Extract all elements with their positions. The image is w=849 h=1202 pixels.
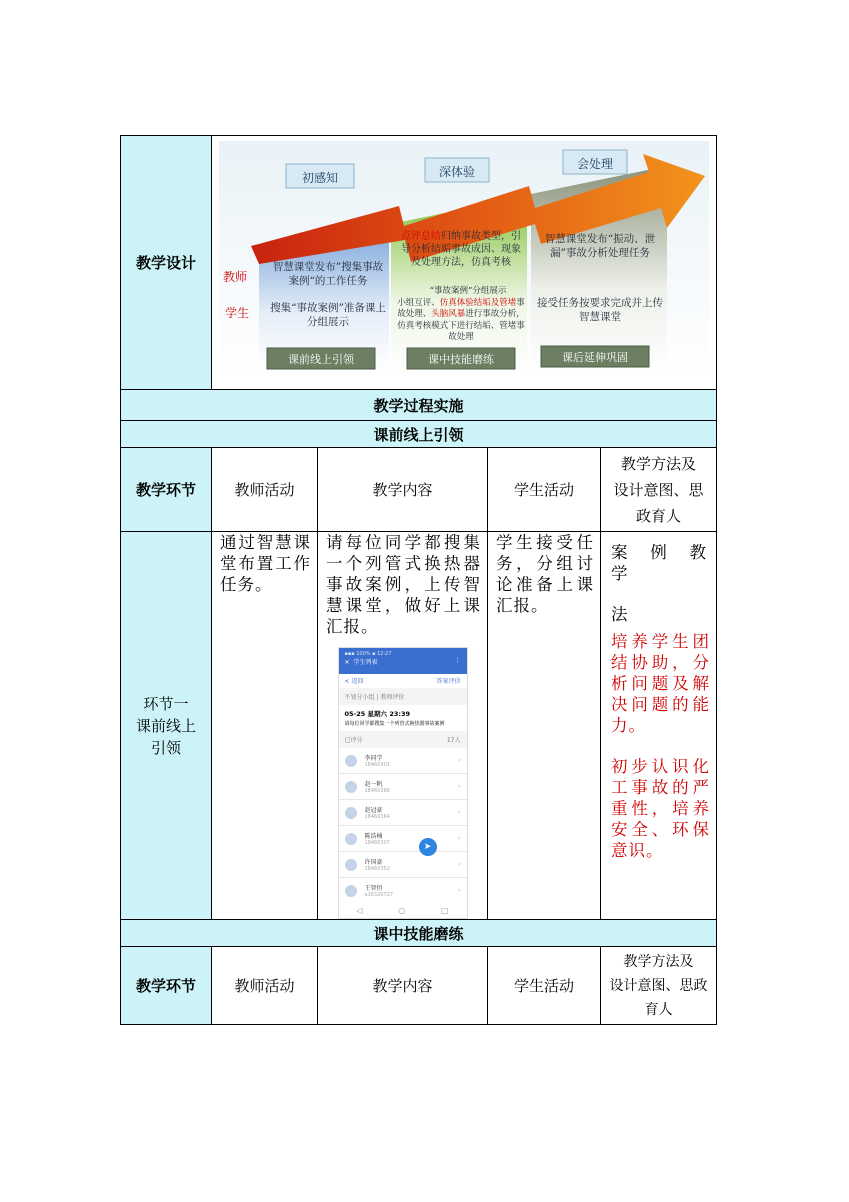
- section-title: 教学过程实施: [121, 390, 717, 421]
- row1-student: 学生接受任务，分组讨论准备上课汇报。: [496, 533, 594, 615]
- row1-teacher: 通过智慧课堂布置工作任务。: [220, 533, 311, 594]
- home-circle-icon: ○: [398, 905, 406, 915]
- phone-student-id: a16320727: [364, 892, 394, 898]
- header2-method-line3: 育人: [644, 1001, 673, 1018]
- design-diagram: [219, 136, 709, 386]
- phone-student-name: 许国豪: [364, 859, 383, 866]
- design-diagram-cell: [212, 136, 717, 390]
- phone-task-card: [339, 705, 467, 731]
- phone-screenshot: [338, 647, 468, 919]
- row1-teacher-cell: [212, 532, 318, 920]
- header-method-line1: 教学方法及: [620, 454, 696, 473]
- avatar: [345, 755, 357, 767]
- stage-label-1: 初感知: [301, 171, 338, 185]
- col1-teacher-text: 智慧课堂发布”搜集事故案例“的工作任务: [272, 261, 384, 287]
- phone-task: 请每位同学都搜集一个列管式换热器事故案例: [344, 721, 445, 727]
- col2-student-part-d: 进行事故分析，仿真考核模式下进行结垢、管堵事故处理: [397, 309, 525, 342]
- row1-student-cell: [488, 532, 601, 920]
- col1-student-text: 搜集“事故案例”准备课上分组展示: [270, 302, 386, 328]
- header2-stage: 教学环节: [121, 947, 212, 1025]
- phone-title-bar: ▪▪▪ 100% ▪ 12:27 ✕ 学生列表 ⋮: [339, 648, 467, 674]
- row1-goal2: 初步认识化工事故的严重性，培养安全、环保意识。: [611, 757, 710, 860]
- col3-teacher-text: 智慧课堂发布“振动、泄漏”事故分析处理任务: [544, 233, 656, 259]
- phone-tab-right: 答案评估: [436, 678, 461, 685]
- phone-nav-bar: [339, 902, 467, 918]
- back-triangle-icon: ◁: [356, 905, 363, 915]
- phone-student-name: 陈浩楠: [364, 833, 383, 840]
- phone-date: 05-25 星期六 23:39: [344, 710, 411, 718]
- phone-back: 返回: [351, 678, 364, 685]
- phone-done: 已评分: [344, 737, 363, 744]
- back-icon: <: [344, 678, 350, 685]
- close-icon: ✕: [344, 659, 350, 666]
- row1-method-line2: 法: [611, 605, 629, 624]
- lesson-table: [120, 135, 717, 1025]
- phone-student-name: 赵冠豪: [364, 807, 383, 814]
- col2-student-line1: “事故案例”分组展示: [429, 286, 507, 296]
- avatar: [345, 781, 357, 793]
- stage-button-1: 课前线上引领: [288, 353, 354, 366]
- header2-teacher: 教师活动: [212, 947, 318, 1025]
- header-content: 教学内容: [318, 448, 488, 532]
- row1-stage-line2: 课前线上: [135, 716, 196, 735]
- col2-student-text: [397, 286, 525, 344]
- col2-teacher-text: [397, 230, 525, 269]
- send-icon: ➤: [419, 838, 437, 856]
- header2-method-line1: 教学方法及: [623, 953, 694, 970]
- header-method-line3: 政育人: [635, 506, 681, 525]
- avatar: [345, 833, 357, 845]
- header2-content: 教学内容: [318, 947, 488, 1025]
- col2-student-part-c: 事故处理、: [397, 297, 525, 319]
- row1-stage-line3: 引领: [150, 738, 181, 757]
- phone-student-row: 赵一帆 18460366 ›: [339, 774, 467, 800]
- stage-button-2: 课中技能磨练: [428, 353, 494, 366]
- stage-label-3: 会处理: [576, 157, 613, 171]
- phone-student-row: 许国豪 18460352 ›: [339, 852, 467, 878]
- phone-student-name: 赵一帆: [364, 781, 383, 788]
- row1-method-line1: 案 例 教 学: [611, 543, 710, 583]
- header-method: [601, 448, 717, 532]
- row1-content-cell: [318, 532, 488, 920]
- recent-square-icon: □: [441, 905, 449, 915]
- avatar: [345, 807, 357, 819]
- row1-stage: [121, 532, 212, 920]
- phone-student-id: 18460366: [364, 788, 390, 794]
- phone-student-row: 陈浩楠 18460307 ›: [339, 826, 467, 852]
- row1-goal1: 培养学生团结协助，分析问题及解决问题的能力。: [611, 632, 710, 735]
- header2-method-line2: 设计意图、思政: [609, 977, 708, 994]
- role-student-label: 学生: [225, 306, 250, 320]
- phone-student-row: 赵冠豪 18460364 ›: [339, 800, 467, 826]
- row1-method-cell: [601, 532, 717, 920]
- subsection-title-2: 课中技能磨练: [121, 920, 717, 947]
- col2-student-red-b: 头脑风暴: [431, 309, 466, 319]
- col3-student-text: 接受任务按要求完成并上传智慧课堂: [537, 297, 663, 323]
- header-student: 学生活动: [488, 448, 601, 532]
- col2-teacher-body: 归纳事故类型，引导分析结垢事故成因、现象及处理方法，仿真考核: [401, 231, 521, 268]
- phone-student-name: 李同学: [364, 755, 383, 762]
- header2-method: [601, 947, 717, 1025]
- phone-student-name: 王智恒: [364, 885, 383, 892]
- phone-student-id: 18460352: [364, 866, 390, 872]
- phone-done-row: [339, 731, 467, 748]
- phone-student-id: 18460364: [364, 814, 390, 820]
- row1-stage-line1: 环节一: [143, 694, 189, 713]
- design-label: 教学设计: [121, 136, 212, 390]
- phone-student-row: 王智恒 a16320727 ›: [339, 878, 467, 904]
- col2-student-part-b: 小组互评、: [397, 297, 440, 308]
- phone-title: 学生列表: [353, 659, 378, 666]
- role-teacher-label: 教师: [223, 270, 248, 284]
- subsection-title-1: 课前线上引领: [121, 421, 717, 448]
- col2-red-highlight: 点评总结: [401, 231, 441, 242]
- avatar: [345, 859, 357, 871]
- header-method-line2: 设计意图、思: [613, 480, 704, 499]
- phone-note: 不划分小组 | 教师评价: [344, 694, 405, 701]
- header2-student: 学生活动: [488, 947, 601, 1025]
- stage-label-2: 深体验: [438, 165, 475, 179]
- header-stage: 教学环节: [121, 448, 212, 532]
- stage-button-3: 课后延伸巩固: [562, 351, 628, 364]
- header-teacher: 教师活动: [212, 448, 318, 532]
- col2-student-red-a: 仿真体验结垢及管堵: [439, 297, 517, 308]
- row1-content: 请每位同学都搜集一个列管式换热器事故案例，上传智慧课堂，做好上课汇报。: [326, 533, 481, 636]
- phone-count: 17人: [446, 737, 461, 744]
- phone-nav: [339, 674, 467, 688]
- phone-student-id: 18460301: [364, 762, 390, 768]
- phone-student-row: 李同学 18460301 ›: [339, 748, 467, 774]
- avatar: [345, 885, 357, 897]
- phone-student-id: 18460307: [364, 840, 390, 846]
